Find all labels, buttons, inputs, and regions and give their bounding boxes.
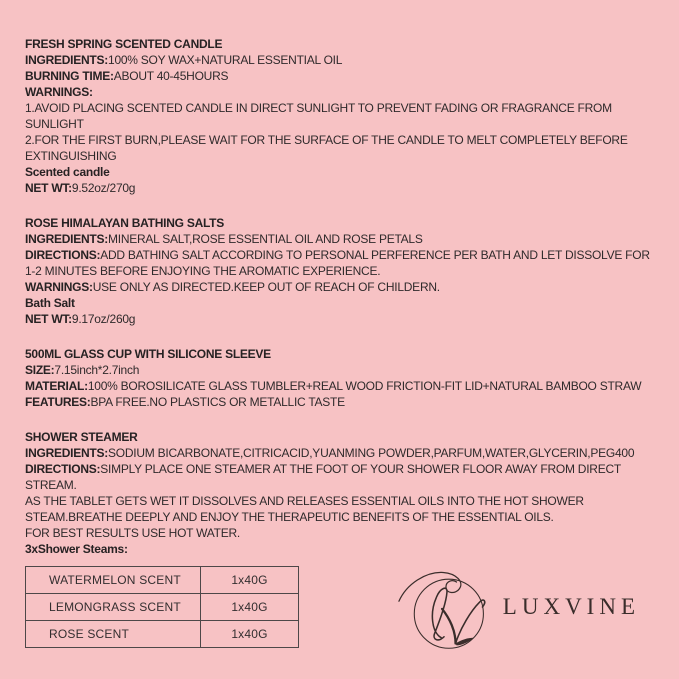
info-line [25,116,654,132]
field-label: NET WT: [25,312,72,326]
field-label: DIRECTIONS: [25,248,101,262]
field-value: 2.FOR THE FIRST BURN,PLEASE WAIT FOR THE SURFACE OF THE CANDLE TO MELT COMPLETELY BEFORE [25,133,628,147]
field-label: Bath Salt [25,296,75,310]
info-line [25,493,654,509]
info-line [25,148,654,164]
section-title: SHOWER STEAMER [25,430,138,444]
field-label: Scented candle [25,165,110,179]
field-value: MINERAL SALT,ROSE ESSENTIAL OIL AND ROSE PETALS [108,232,423,246]
info-line [25,231,654,247]
field-value: EXTINGUISHING [25,149,117,163]
info-line [25,164,654,180]
field-value: ABOUT 40-45HOURS [113,69,229,83]
field-value: 100% SOY WAX+NATURAL ESSENTIAL OIL [108,53,343,67]
lv-monogram-icon [397,559,493,655]
info-line [25,461,654,477]
field-value: 1.AVOID PLACING SCENTED CANDLE IN DIRECT SUNLIGHT TO PREVENT FADING OR FRAGRANCE FROM [25,101,612,115]
field-value: 9.52oz/270g [71,181,136,195]
info-line [25,132,654,148]
info-line [25,263,654,279]
scent-cell: WATERMELON SCENT [26,567,201,594]
table-row [26,594,299,621]
shower-steamer-table [25,566,299,648]
scent-cell: LEMONGRASS SCENT [26,594,201,621]
info-line [25,68,654,84]
qty-cell: 1x40G [201,621,299,648]
bottom-row [25,559,654,655]
info-line [25,378,654,394]
section-scented-candle [25,36,654,196]
info-line [25,362,654,378]
field-label: 3xShower Steams: [25,542,128,556]
info-line [25,84,654,100]
info-line [25,52,654,68]
info-line [25,525,654,541]
section-bathing-salts [25,215,654,327]
info-line [25,247,654,263]
section-glass-cup [25,346,654,410]
section-title: ROSE HIMALAYAN BATHING SALTS [25,216,225,230]
field-value: BPA FREE.NO PLASTICS OR METALLIC TASTE [90,395,345,409]
field-label: MATERIAL: [25,379,88,393]
field-value: SIMPLY PLACE ONE STEAMER AT THE FOOT OF YOUR SHOWER FLOOR AWAY FROM DIRECT [100,462,621,476]
info-line [25,541,654,557]
scent-cell: ROSE SCENT [26,621,201,648]
info-line [25,477,654,493]
info-line [25,295,654,311]
luxvine-logo [397,559,640,655]
field-label: WARNINGS: [25,85,93,99]
section-title: FRESH SPRING SCENTED CANDLE [25,37,223,51]
field-value: FOR BEST RESULTS USE HOT WATER. [25,526,240,540]
info-line [25,445,654,461]
field-value: STREAM. [25,478,77,492]
info-line [25,311,654,327]
field-label: WARNINGS: [25,280,93,294]
table-row [26,567,299,594]
field-value: 7.15inch*2.7inch [54,363,140,377]
field-label: INGREDIENTS: [25,232,109,246]
field-label: FEATURES: [25,395,91,409]
field-value: 100% BOROSILICATE GLASS TUMBLER+REAL WOOD FRICTION-FIT LID+NATURAL BAMBOO STRAW [87,379,642,393]
field-value: SUNLIGHT [25,117,84,131]
info-line [25,180,654,196]
brand-name: LUXVINE [502,594,640,619]
field-value: ADD BATHING SALT ACCORDING TO PERSONAL PERFERENCE PER BATH AND LET DISSOLVE FOR [100,248,650,262]
field-label: BURNING TIME: [25,69,114,83]
info-line [25,509,654,525]
qty-cell: 1x40G [201,594,299,621]
field-value: 9.17oz/260g [71,312,136,326]
field-label: SIZE: [25,363,55,377]
info-line [25,279,654,295]
field-value: USE ONLY AS DIRECTED.KEEP OUT OF REACH OF CHILDERN. [92,280,440,294]
field-label: INGREDIENTS: [25,53,109,67]
table-row [26,621,299,648]
field-label: DIRECTIONS: [25,462,101,476]
field-value: STEAM.BREATHE DEEPLY AND ENJOY THE THERAPEUTIC BENEFITS OF THE ESSENTIAL OILS. [25,510,554,524]
field-value: AS THE TABLET GETS WET IT DISSOLVES AND RELEASES ESSENTIAL OILS INTO THE HOT SHOWER [25,494,584,508]
info-line [25,100,654,116]
field-value: 1-2 MINUTES BEFORE ENJOYING THE AROMATIC EXPERIENCE. [25,264,381,278]
field-label: INGREDIENTS: [25,446,109,460]
field-label: NET WT: [25,181,72,195]
field-value: SODIUM BICARBONATE,CITRICACID,YUANMING POWDER,PARFUM,WATER,GLYCERIN,PEG400 [108,446,635,460]
qty-cell: 1x40G [201,567,299,594]
section-shower-steamer [25,429,654,557]
info-line [25,394,654,410]
section-title: 500ML GLASS CUP WITH SILICONE SLEEVE [25,347,271,361]
